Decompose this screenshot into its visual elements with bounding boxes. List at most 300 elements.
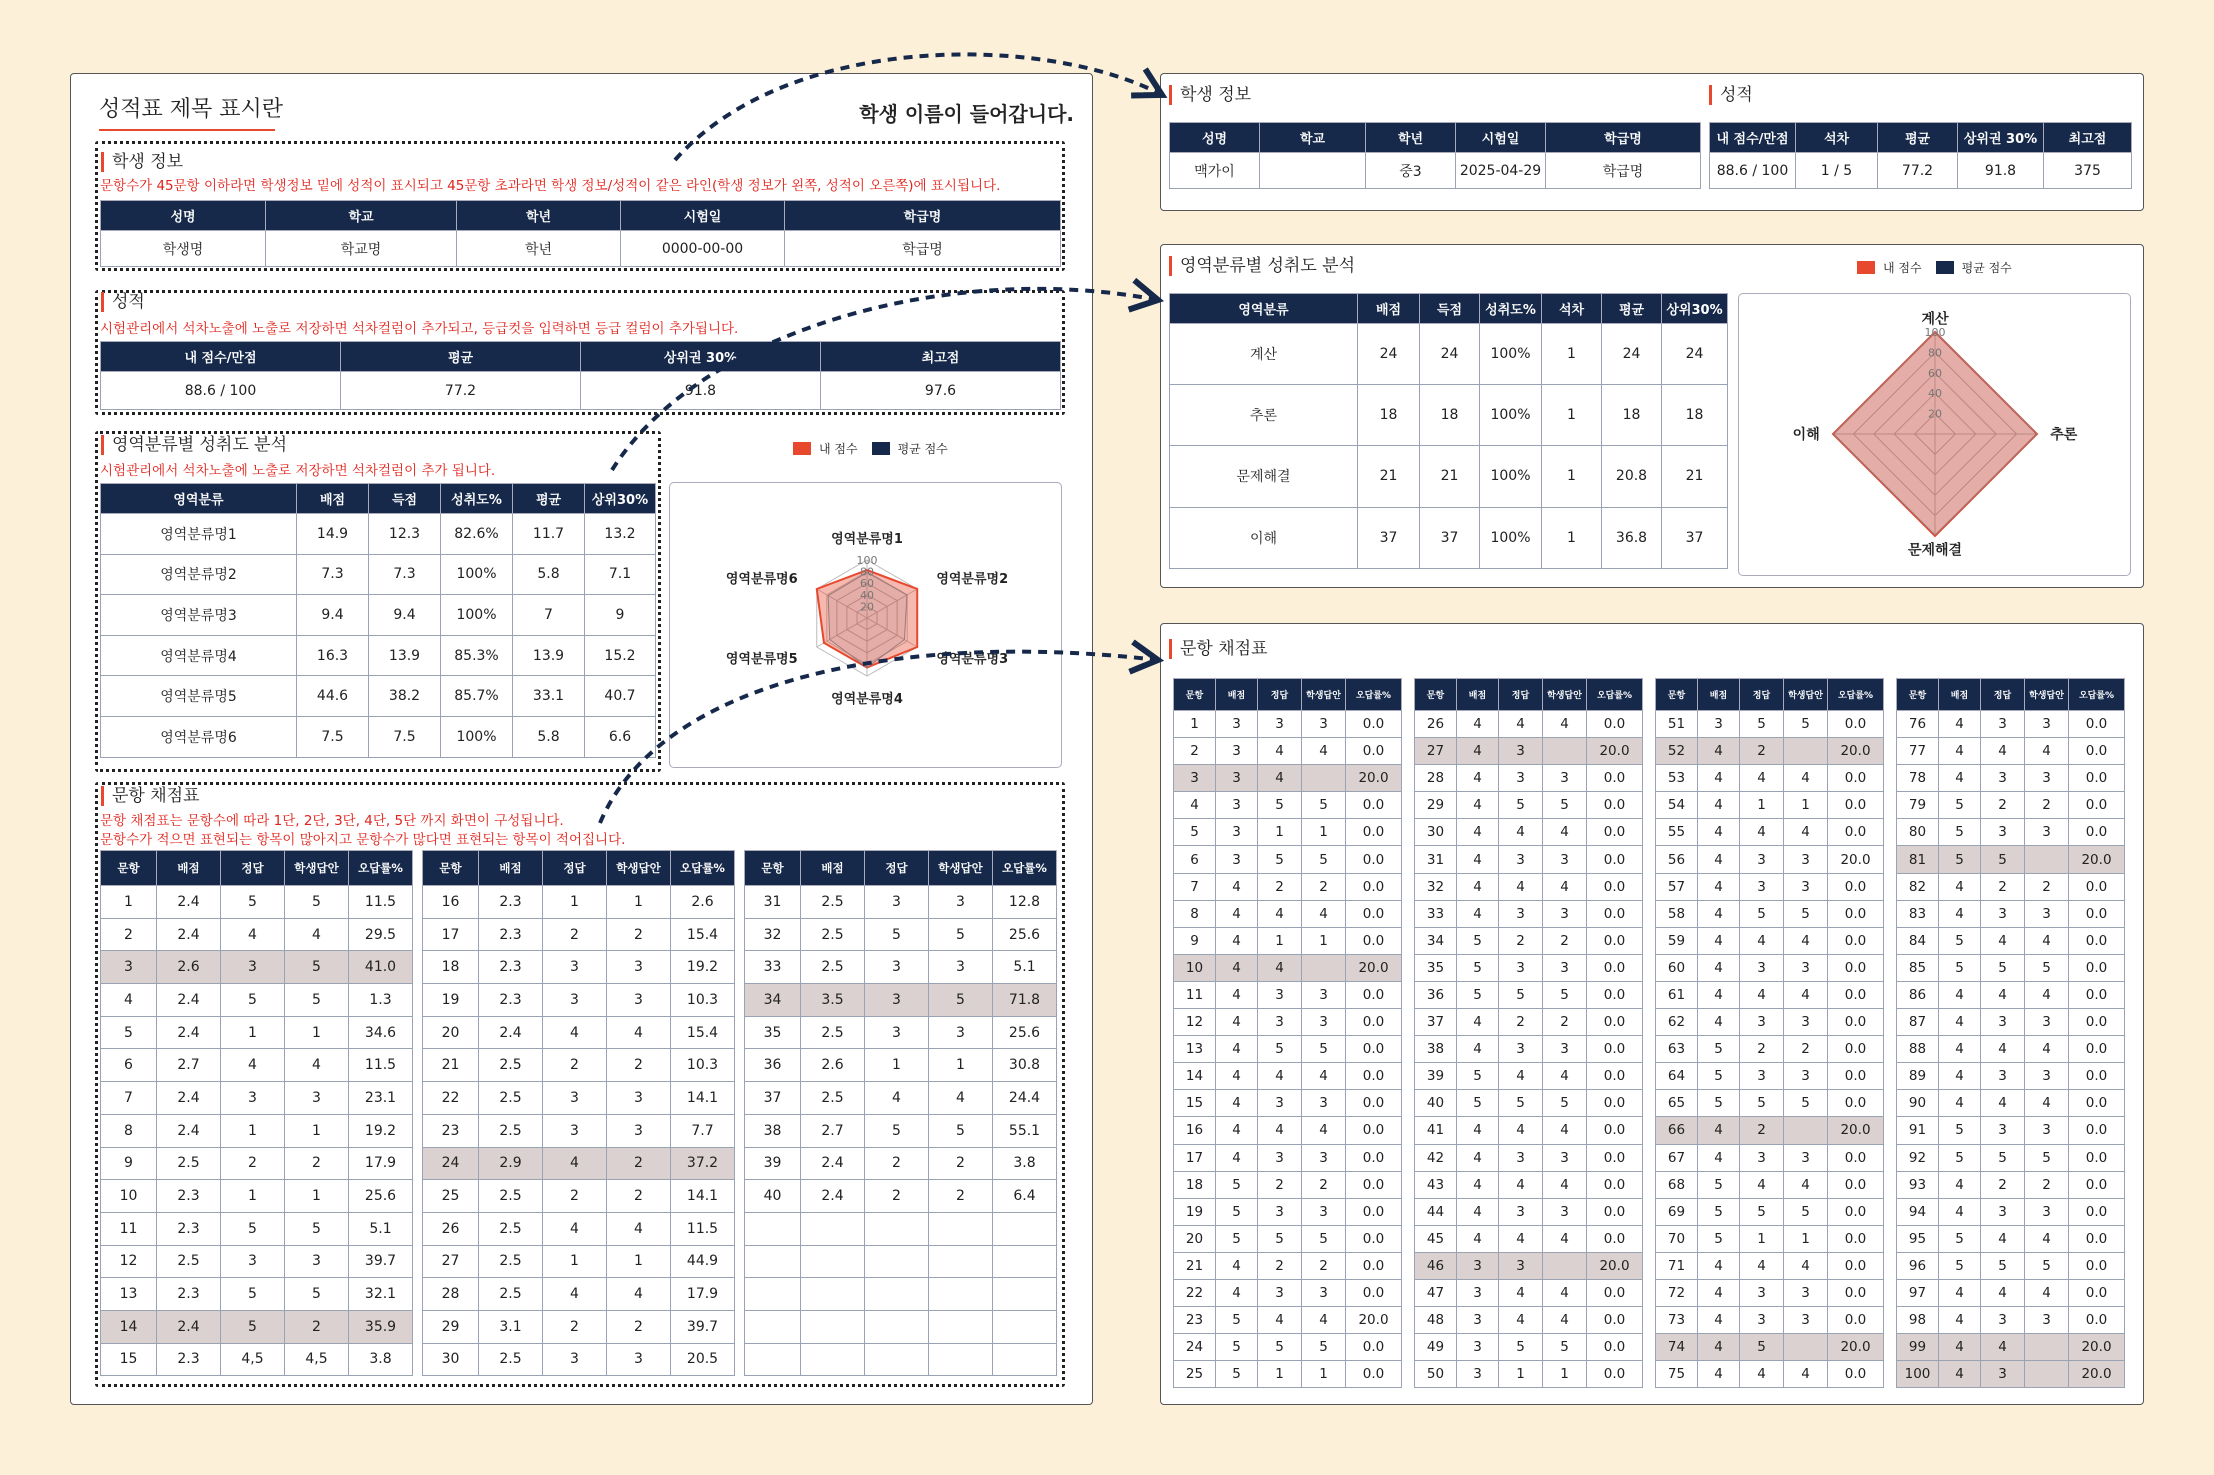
table-cell: 0.0 [1828, 954, 1884, 981]
table-row [423, 1310, 735, 1343]
table-cell: 2 [929, 1147, 993, 1180]
table-cell: 0.0 [1346, 873, 1402, 900]
table-cell: 4 [1499, 873, 1543, 900]
table-row [1174, 1225, 1402, 1252]
table-cell: 2 [865, 1180, 929, 1213]
table-cell: 2 [1543, 927, 1587, 954]
table-row [101, 716, 656, 757]
table-row [745, 886, 1057, 919]
table-cell: 1 [1542, 446, 1602, 507]
table-cell: 1 [543, 886, 607, 919]
table-cell: 4 [1543, 1063, 1587, 1090]
table-cell: 4 [1499, 1307, 1543, 1334]
table-row [1656, 1279, 1884, 1306]
table-cell [2025, 846, 2069, 873]
table-row [423, 1180, 735, 1213]
table-cell: 3 [1543, 1144, 1587, 1171]
legend-avg-swatch [872, 442, 890, 455]
table-cell: 1 [1174, 711, 1216, 738]
table-row [1897, 1252, 2125, 1279]
table-cell: 3 [1216, 819, 1258, 846]
table-cell: 41.0 [349, 951, 413, 984]
table-cell: 33 [1415, 900, 1457, 927]
table-cell: 53 [1656, 765, 1698, 792]
table-row [1656, 1252, 1884, 1279]
column-header: 학생답안 [607, 851, 671, 886]
table-cell: 5 [1258, 1225, 1302, 1252]
table-cell: 10.3 [671, 1049, 735, 1082]
table-cell: 4 [285, 918, 349, 951]
table-cell: 91.8 [1958, 153, 2044, 189]
table-cell: 3 [1740, 1144, 1784, 1171]
table-cell: 5 [1939, 1225, 1981, 1252]
table-row [1897, 1225, 2125, 1252]
table-row [423, 886, 735, 919]
table-cell: 4 [1939, 765, 1981, 792]
table-cell: 0.0 [1346, 819, 1402, 846]
table-cell: 4 [1216, 873, 1258, 900]
table-row [1170, 507, 1728, 568]
table-cell: 85.7% [441, 676, 513, 717]
table-cell: 0.0 [1346, 1198, 1402, 1225]
table-row [1174, 1307, 1402, 1334]
table-cell: 16 [423, 886, 479, 919]
table-cell: 33 [745, 951, 801, 984]
table-cell: 2.7 [801, 1114, 865, 1147]
table-cell: 2.5 [801, 1016, 865, 1049]
area-analysis-heading: 영역분류별 성취도 분석 [101, 435, 287, 455]
table-cell: 5 [1784, 711, 1828, 738]
table-row [1897, 1036, 2125, 1063]
right-area-legend [1857, 259, 2012, 276]
table-cell: 1 [607, 886, 671, 919]
table-cell: 0.0 [1346, 1063, 1402, 1090]
table-cell: 4 [1216, 927, 1258, 954]
table-cell: 3 [865, 951, 929, 984]
table-cell: 25.6 [993, 918, 1057, 951]
table-cell: 10.3 [671, 984, 735, 1017]
table-cell: 50 [1415, 1361, 1457, 1388]
table-cell: 15.4 [671, 918, 735, 951]
table-cell: 3 [1216, 792, 1258, 819]
table-row [423, 1114, 735, 1147]
table-cell: 3 [1981, 765, 2025, 792]
column-header: 학급명 [1546, 123, 1701, 153]
table-cell: 1 / 5 [1796, 153, 1878, 189]
empty-cell [745, 1245, 801, 1278]
table-cell: 2.5 [157, 1147, 221, 1180]
table-row [423, 1147, 735, 1180]
table-cell: 38 [1415, 1036, 1457, 1063]
table-cell: 0.0 [1346, 927, 1402, 954]
scoring-table [1414, 678, 1643, 1388]
table-cell: 59 [1656, 927, 1698, 954]
table-cell: 42 [1415, 1144, 1457, 1171]
table-row [1710, 153, 2132, 189]
table-cell: 6 [101, 1049, 157, 1082]
table-row [423, 1049, 735, 1082]
table-cell: 4 [2025, 927, 2069, 954]
table-cell: 5 [1698, 1225, 1740, 1252]
table-cell: 18 [1174, 1171, 1216, 1198]
table-cell: 22 [423, 1082, 479, 1115]
table-cell: 73 [1656, 1307, 1698, 1334]
table-cell: 48 [1415, 1307, 1457, 1334]
table-cell: 0.0 [1346, 792, 1402, 819]
table-cell: 2 [543, 1049, 607, 1082]
table-cell: 99 [1897, 1334, 1939, 1361]
table-cell: 0.0 [1828, 765, 1884, 792]
table-cell: 1.3 [349, 984, 413, 1017]
table-cell: 4 [1939, 1198, 1981, 1225]
table-cell: 33.1 [513, 676, 585, 717]
table-cell: 20 [1174, 1225, 1216, 1252]
table-cell: 2 [543, 918, 607, 951]
table-cell: 1 [221, 1016, 285, 1049]
table-row [101, 1049, 413, 1082]
table-cell: 9 [585, 595, 656, 636]
empty-cell [865, 1212, 929, 1245]
empty-cell [929, 1310, 993, 1343]
table-row [1174, 1198, 1402, 1225]
table-cell: 24 [1420, 324, 1480, 385]
legend-mine-swatch [793, 442, 811, 455]
table-cell: 3 [1499, 738, 1543, 765]
column-header: 오답률% [2069, 679, 2125, 711]
table-cell: 5 [221, 1278, 285, 1311]
table-cell: 3 [101, 951, 157, 984]
table-row [1174, 1090, 1402, 1117]
table-cell: 19.2 [671, 951, 735, 984]
table-cell: 4 [1457, 711, 1499, 738]
table-cell: 4 [1939, 1307, 1981, 1334]
table-row [1656, 1063, 1884, 1090]
table-cell: 5 [2025, 954, 2069, 981]
table-cell: 9.4 [297, 595, 369, 636]
table-cell: 96 [1897, 1252, 1939, 1279]
table-cell: 3 [543, 1114, 607, 1147]
column-header: 평균 [1602, 294, 1662, 324]
column-header: 성취도% [441, 484, 513, 514]
scoring-table [1896, 678, 2125, 1388]
table-cell: 4 [1698, 954, 1740, 981]
column-header: 평균 [1878, 123, 1958, 153]
empty-cell [993, 1212, 1057, 1245]
table-cell: 77.2 [1878, 153, 1958, 189]
table-row [1897, 1090, 2125, 1117]
table-cell: 0.0 [1587, 792, 1643, 819]
table-cell: 0.0 [1346, 1279, 1402, 1306]
table-cell: 54 [1656, 792, 1698, 819]
table-cell: 4 [1939, 900, 1981, 927]
column-header: 정답 [865, 851, 929, 886]
empty-cell [865, 1310, 929, 1343]
empty-cell [993, 1310, 1057, 1343]
table-cell: 43 [1415, 1171, 1457, 1198]
table-cell: 44 [1415, 1198, 1457, 1225]
table-cell: 4 [1216, 1144, 1258, 1171]
table-row [1897, 1063, 2125, 1090]
table-row [1174, 1036, 1402, 1063]
table-cell: 3.8 [349, 1343, 413, 1376]
table-cell: 39.7 [671, 1310, 735, 1343]
table-cell: 7.1 [585, 554, 656, 595]
table-row [101, 1147, 413, 1180]
table-cell: 2 [543, 1180, 607, 1213]
table-cell [1784, 1117, 1828, 1144]
table-cell: 4 [2025, 1279, 2069, 1306]
table-cell: 3 [607, 984, 671, 1017]
table-row [1170, 153, 1701, 189]
table-cell: 2 [1302, 1252, 1346, 1279]
table-row [1174, 1063, 1402, 1090]
empty-cell [801, 1278, 865, 1311]
table-header-row [1170, 123, 1701, 153]
table-cell: 0.0 [2069, 1036, 2125, 1063]
column-header: 문항 [745, 851, 801, 886]
table-cell: 21 [1358, 446, 1420, 507]
table-cell: 4 [1740, 765, 1784, 792]
table-row [1415, 1090, 1643, 1117]
table-row [423, 1245, 735, 1278]
table-cell: 4 [1258, 738, 1302, 765]
table-cell: 3 [1216, 711, 1258, 738]
table-cell: 5 [1939, 846, 1981, 873]
table-cell: 1 [1542, 324, 1602, 385]
table-row [1174, 927, 1402, 954]
table-cell: 5 [1543, 1334, 1587, 1361]
table-row [1415, 900, 1643, 927]
table-cell: 3 [2025, 765, 2069, 792]
column-header: 학교 [266, 201, 457, 231]
table-cell: 77 [1897, 738, 1939, 765]
table-cell: 4 [929, 1082, 993, 1115]
column-header: 평균 [341, 342, 581, 372]
table-cell: 4 [1784, 927, 1828, 954]
table-cell: 2.5 [157, 1245, 221, 1278]
table-cell: 0.0 [1587, 1117, 1643, 1144]
table-cell: 1 [929, 1049, 993, 1082]
table-cell: 9 [1174, 927, 1216, 954]
area-radar-chart [670, 483, 1063, 769]
table-cell: 3 [1302, 1198, 1346, 1225]
table-cell: 93 [1897, 1171, 1939, 1198]
right-area-radar-chart [1739, 294, 2132, 577]
student-info-note: 문항수가 45문항 이하라면 학생정보 밑에 성적이 표시되고 45문항 초과라면 학생 정보/성적이 같은 라인(학생 정보가 왼쪽, 성적이 오른쪽)에 표시됩니다. [100, 178, 1001, 194]
radar-tick-label: 100 [1924, 326, 1946, 339]
table-cell: 4 [1698, 846, 1740, 873]
column-header: 시험일 [621, 201, 785, 231]
table-cell: 3 [1543, 846, 1587, 873]
table-cell: 7 [1174, 873, 1216, 900]
table-cell: 100% [441, 716, 513, 757]
table-cell: 66 [1656, 1117, 1698, 1144]
table-cell: 0.0 [1587, 1279, 1643, 1306]
table-cell: 0.0 [1587, 1334, 1643, 1361]
table-cell: 31 [745, 886, 801, 919]
table-row [1415, 738, 1643, 765]
column-header: 오답률% [1346, 679, 1402, 711]
table-cell: 46 [1415, 1252, 1457, 1279]
table-cell: 74 [1656, 1334, 1698, 1361]
table-cell: 2 [101, 918, 157, 951]
table-cell: 2 [543, 1310, 607, 1343]
table-cell: 2 [607, 1180, 671, 1213]
radar-tick-label: 40 [1928, 387, 1942, 401]
table-cell: 3 [543, 1082, 607, 1115]
table-row [1415, 1198, 1643, 1225]
table-cell: 3 [1784, 1009, 1828, 1036]
column-header: 배점 [801, 851, 865, 886]
table-cell: 37 [1420, 507, 1480, 568]
table-cell: 2 [1258, 1252, 1302, 1279]
table-cell: 32 [745, 918, 801, 951]
table-cell: 4 [1258, 1117, 1302, 1144]
table-cell: 5 [1939, 1117, 1981, 1144]
table-cell: 4 [1698, 1279, 1740, 1306]
table-cell: 40.7 [585, 676, 656, 717]
table-cell: 88.6 / 100 [101, 372, 341, 410]
table-cell: 27 [1415, 738, 1457, 765]
table-cell: 1 [1258, 927, 1302, 954]
table-cell: 25.6 [349, 1180, 413, 1213]
table-cell: 5 [1784, 1198, 1828, 1225]
table-cell: 5 [1457, 1090, 1499, 1117]
right-scoring-heading: 문항 채점표 [1169, 639, 1268, 659]
table-cell: 4 [1543, 1117, 1587, 1144]
table-row [423, 1082, 735, 1115]
table-cell: 4 [1698, 927, 1740, 954]
column-header: 학생답안 [1784, 679, 1828, 711]
table-row [1174, 873, 1402, 900]
table-row [1897, 981, 2125, 1008]
table-cell: 24 [1358, 324, 1420, 385]
table-cell: 3 [543, 1343, 607, 1376]
table-cell: 13 [101, 1278, 157, 1311]
table-cell: 2 [1981, 1171, 2025, 1198]
table-cell: 4 [1216, 1090, 1258, 1117]
column-header: 상위권 30% [1958, 123, 2044, 153]
table-cell: 3 [1698, 711, 1740, 738]
table-cell: 4 [1740, 927, 1784, 954]
table-cell: 6.6 [585, 716, 656, 757]
table-row [1415, 765, 1643, 792]
table-cell: 3 [1740, 954, 1784, 981]
table-cell: 13.2 [585, 514, 656, 555]
table-cell: 3 [1981, 819, 2025, 846]
table-cell: 0.0 [2069, 1225, 2125, 1252]
table-header-row [101, 484, 656, 514]
right-area-heading: 영역분류별 성취도 분석 [1169, 256, 1355, 276]
table-cell: 17 [1174, 1144, 1216, 1171]
table-cell: 2.4 [157, 1082, 221, 1115]
empty-cell [929, 1212, 993, 1245]
column-header: 문항 [1656, 679, 1698, 711]
table-row [1897, 1171, 2125, 1198]
table-cell: 39 [745, 1147, 801, 1180]
table-cell: 2.7 [157, 1049, 221, 1082]
area-table [100, 483, 656, 758]
table-cell: 0.0 [1828, 1361, 1884, 1388]
empty-cell [801, 1212, 865, 1245]
table-cell: 4 [1258, 900, 1302, 927]
table-row [1174, 1334, 1402, 1361]
right-legend-avg-label: 평균 점수 [1961, 261, 2012, 275]
table-cell: 19.2 [349, 1114, 413, 1147]
table-cell: 5 [1740, 711, 1784, 738]
table-cell: 0.0 [1828, 1090, 1884, 1117]
right-area-panel [1160, 244, 2144, 588]
table-cell: 1 [1543, 1361, 1587, 1388]
table-row [1656, 738, 1884, 765]
table-cell: 학교명 [266, 231, 457, 267]
empty-cell [929, 1245, 993, 1278]
radar-category-label: 영역분류명4 [831, 692, 903, 708]
empty-cell [993, 1245, 1057, 1278]
table-cell: 91.8 [581, 372, 821, 410]
table-row [1415, 873, 1643, 900]
table-cell: 2.3 [157, 1212, 221, 1245]
table-cell: 3 [865, 886, 929, 919]
table-row [1415, 1117, 1643, 1144]
table-cell: 0.0 [1587, 981, 1643, 1008]
table-cell: 49 [1415, 1334, 1457, 1361]
table-row [1897, 1361, 2125, 1388]
table-cell: 5 [1258, 1334, 1302, 1361]
table-cell: 계산 [1170, 324, 1358, 385]
table-cell: 추론 [1170, 385, 1358, 446]
table-cell: 18 [1358, 385, 1420, 446]
table-header-row [745, 851, 1057, 886]
table-cell: 4 [1543, 819, 1587, 846]
table-cell: 4 [1784, 819, 1828, 846]
table-row [1174, 981, 1402, 1008]
table-cell: 5 [1698, 1036, 1740, 1063]
area-radar-chart-box [669, 482, 1062, 768]
column-header: 배점 [297, 484, 369, 514]
table-cell: 5 [2025, 1252, 2069, 1279]
table-cell: 0.0 [1346, 981, 1402, 1008]
table-cell: 4 [1302, 1307, 1346, 1334]
table-header-row [423, 851, 735, 886]
legend-avg-label: 평균 점수 [897, 442, 948, 456]
table-cell: 20.0 [1828, 1117, 1884, 1144]
table-cell: 2.4 [157, 984, 221, 1017]
table-cell: 0.0 [1587, 1225, 1643, 1252]
table-cell: 1 [1258, 819, 1302, 846]
table-header-row [101, 342, 1061, 372]
table-cell: 4 [101, 984, 157, 1017]
table-cell: 0.0 [1828, 981, 1884, 1008]
table-cell: 3 [543, 984, 607, 1017]
table-row [1170, 385, 1728, 446]
table-cell: 25 [423, 1180, 479, 1213]
radar-category-label: 추론 [2050, 427, 2078, 443]
table-cell: 37 [1662, 507, 1728, 568]
table-cell: 3 [1981, 711, 2025, 738]
scoring-table [422, 850, 735, 1376]
table-cell: 2.3 [157, 1180, 221, 1213]
table-cell: 4 [1302, 1117, 1346, 1144]
table-row [1174, 1117, 1402, 1144]
table-cell: 5 [1302, 1334, 1346, 1361]
empty-cell [745, 1212, 801, 1245]
table-cell: 2 [1499, 1009, 1543, 1036]
table-cell: 85.3% [441, 635, 513, 676]
table-cell: 0.0 [1346, 1009, 1402, 1036]
table-row [745, 918, 1057, 951]
table-cell: 1 [1302, 1361, 1346, 1388]
